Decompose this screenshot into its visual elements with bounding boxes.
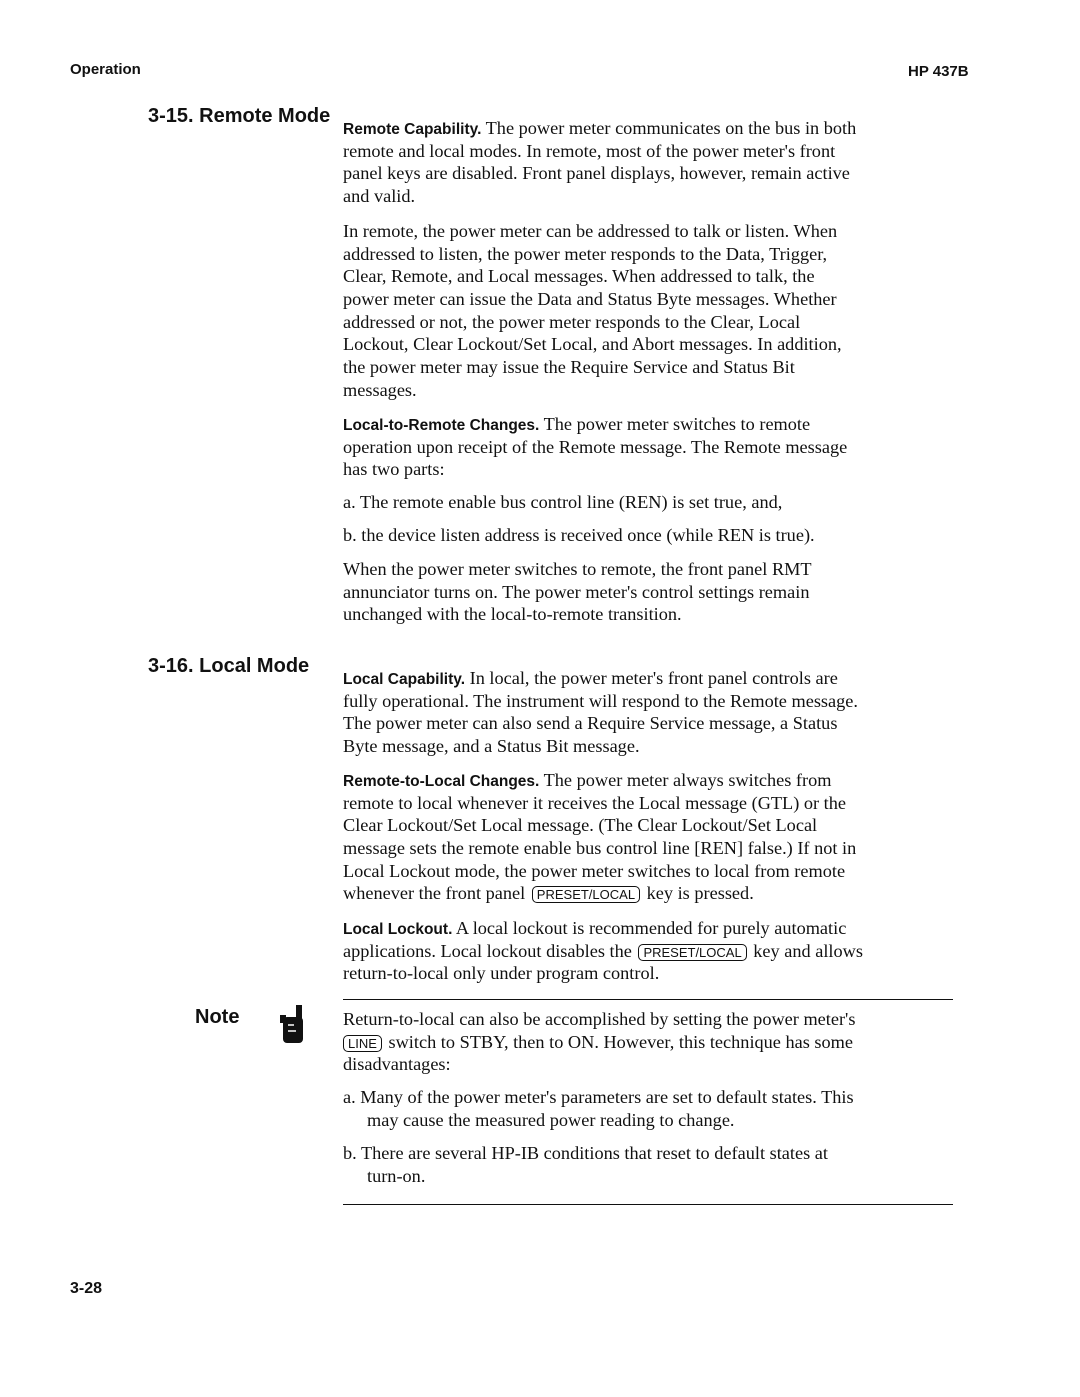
text: The power meter always switches from bbox=[539, 770, 832, 790]
text: annunciator turns on. The power meter's control settings remain bbox=[343, 581, 810, 602]
text: the power meter may issue the Require Service and Status Bit bbox=[343, 357, 795, 378]
text: A local lockout is recommended for purely automatic bbox=[452, 918, 847, 938]
text: remote to local whenever it receives the Local message (GTL) or the bbox=[343, 792, 847, 813]
text: Lockout, Clear Lockout/Set Local, and Abort messages. In addition, bbox=[343, 334, 842, 355]
header-model: HP 437B bbox=[908, 63, 969, 80]
text: In remote, the power meter can be addressed to talk or listen. When bbox=[343, 221, 838, 241]
note-label: Note bbox=[195, 1006, 240, 1028]
text: switch to STBY, then to ON. However, this technique has some bbox=[383, 1031, 854, 1052]
text: In local, the power meter's front panel controls are bbox=[465, 668, 838, 688]
text: operation upon receipt of the Remote message. The Remote message bbox=[343, 436, 848, 457]
paragraph-local-to-remote bbox=[343, 413, 847, 481]
note-list-item-b bbox=[343, 1142, 828, 1187]
preset-local-key: PRESET/LOCAL bbox=[638, 944, 746, 961]
text: The power meter switches to remote bbox=[539, 414, 811, 434]
text: whenever the front panel bbox=[343, 883, 530, 904]
text: a. Many of the power meter's parameters are set to default states. This bbox=[343, 1087, 854, 1107]
text: and valid. bbox=[343, 186, 416, 207]
text: The power meter communicates on the bus in both bbox=[481, 118, 857, 138]
text: Clear, Remote, and Local messages. When addressed to talk, the bbox=[343, 266, 815, 287]
text: key and allows bbox=[748, 940, 863, 961]
text: key is pressed. bbox=[642, 883, 754, 904]
paragraph-rmt-annunciator bbox=[343, 558, 812, 626]
section-heading-local-mode: 3-16. Local Mode bbox=[148, 655, 310, 677]
text: Return-to-local can also be accomplished by setting the power meter's bbox=[343, 1009, 856, 1029]
note-text bbox=[343, 1008, 855, 1076]
header-section: Operation bbox=[70, 61, 141, 78]
text: Byte message, and a Status Bit message. bbox=[343, 736, 640, 757]
text: has two parts: bbox=[343, 459, 445, 480]
text: power meter can issue the Data and Status Byte messages. Whether bbox=[343, 289, 837, 310]
text: applications. Local lockout disables the bbox=[343, 940, 637, 961]
text: messages. bbox=[343, 379, 417, 400]
paragraph-remote-talk-listen bbox=[343, 220, 842, 402]
text: addressed to listen, the power meter responds to the Data, Trigger, bbox=[343, 243, 828, 264]
page-number: 3-28 bbox=[70, 1280, 103, 1297]
text: Local Lockout mode, the power meter switches to local from remote bbox=[343, 860, 846, 881]
lead-in: Local-to-Remote Changes. bbox=[343, 417, 540, 434]
section-heading-remote-mode: 3-15. Remote Mode bbox=[148, 105, 331, 127]
text: may cause the measured power reading to change. bbox=[367, 1109, 735, 1130]
lead-in: Local Capability. bbox=[343, 671, 466, 688]
text: turn-on. bbox=[367, 1165, 426, 1186]
lead-in: Local Lockout. bbox=[343, 921, 453, 938]
list-item-b: b. the device listen address is received once (while REN is true). bbox=[343, 525, 815, 545]
lead-in: Remote-to-Local Changes. bbox=[343, 773, 540, 790]
line-key: LINE bbox=[343, 1035, 382, 1052]
text: addressed or not, the power meter responds to the Clear, Local bbox=[343, 311, 801, 332]
note-top-rule bbox=[343, 999, 953, 1000]
text: fully operational. The instrument will respond to the Remote message. bbox=[343, 690, 858, 711]
text: The power meter can also send a Require Service message, a Status bbox=[343, 713, 838, 734]
paragraph-remote-to-local bbox=[343, 769, 856, 905]
paragraph-local-capability bbox=[343, 667, 858, 758]
text: panel keys are disabled. Front panel displays, however, remain active bbox=[343, 163, 850, 184]
text: When the power meter switches to remote, the front panel RMT bbox=[343, 559, 812, 579]
paragraph-local-lockout bbox=[343, 917, 863, 985]
text: remote and local modes. In remote, most of the power meter's front bbox=[343, 140, 836, 161]
preset-local-key: PRESET/LOCAL bbox=[532, 886, 640, 903]
text: b. There are several HP-IB conditions that reset to default states at bbox=[343, 1143, 828, 1163]
text: unchanged with the local-to-remote transition. bbox=[343, 604, 682, 625]
pointing-hand-icon bbox=[280, 1003, 306, 1045]
list-item-a: a. The remote enable bus control line (REN) is set true, and, bbox=[343, 492, 783, 512]
text: return-to-local only under program control. bbox=[343, 963, 660, 984]
text: disadvantages: bbox=[343, 1054, 451, 1075]
text: message sets the remote enable bus control line [REN] false.) If not in bbox=[343, 838, 857, 859]
note-bottom-rule bbox=[343, 1204, 953, 1205]
text: Clear Lockout/Set Local message. (The Clear Lockout/Set Local bbox=[343, 815, 818, 836]
lead-in: Remote Capability. bbox=[343, 121, 482, 138]
note-list-item-a bbox=[343, 1086, 854, 1131]
paragraph-remote-capability bbox=[343, 117, 856, 208]
